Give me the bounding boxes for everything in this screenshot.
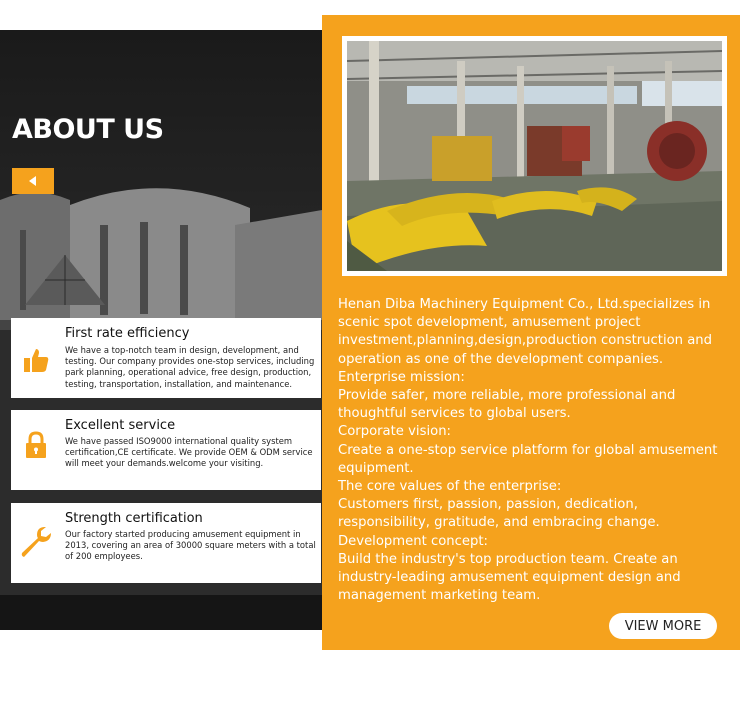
workshop-photo [347, 41, 722, 271]
arrow-left-icon [26, 174, 40, 188]
mission-heading: Enterprise mission: [338, 369, 465, 385]
page-title: ABOUT US [12, 114, 164, 145]
company-description [338, 296, 730, 605]
lock-icon [21, 430, 51, 460]
thumbs-up-icon [21, 345, 51, 375]
feature-title: Strength certification [65, 511, 203, 526]
feature-card-service [11, 410, 321, 490]
concept-text: Build the industry's top production team. Create an industry-leading amusement equipment design and management marketing team. [338, 551, 681, 604]
vision-heading: Corporate vision: [338, 424, 451, 440]
description-intro: Henan Diba Machinery Equipment Co., Ltd.specializes in scenic spot development, amusement project investment,planning,design,production construction and operation as one of the development companies. [338, 297, 713, 367]
feature-card-certification [11, 503, 321, 583]
feature-text: We have a top-notch team in design, development, and testing. Our company provides one-stop services, including park planning, operational advice, free design, production, testing, transportation, installation, and maintenance. [65, 345, 315, 389]
back-button[interactable] [12, 168, 54, 194]
concept-heading: Development concept: [338, 533, 488, 549]
vision-text: Create a one-stop service platform for global amusement equipment. [338, 442, 718, 476]
feature-card-efficiency [11, 318, 321, 398]
values-heading: The core values of the enterprise: [338, 479, 562, 495]
workshop-photo-frame [342, 36, 727, 276]
view-more-button[interactable]: VIEW MORE [609, 613, 717, 639]
wrench-icon [19, 525, 53, 559]
feature-title: Excellent service [65, 418, 176, 433]
company-info-panel [322, 15, 740, 650]
values-text: Customers first, passion, passion, dedication, responsibility, gratitude, and embracing change. [338, 497, 660, 531]
mission-text: Provide safer, more reliable, more professional and thoughtful services to global users. [338, 388, 676, 422]
feature-title: First rate efficiency [65, 326, 190, 341]
feature-text: Our factory started producing amusement equipment in 2013, covering an area of 30000 square meters with a total of 200 employees. [65, 529, 316, 562]
feature-text: We have passed ISO9000 international quality system certification,CE certificate. We provide OEM & ODM service will meet your demands.welcome your visiting. [65, 436, 313, 469]
